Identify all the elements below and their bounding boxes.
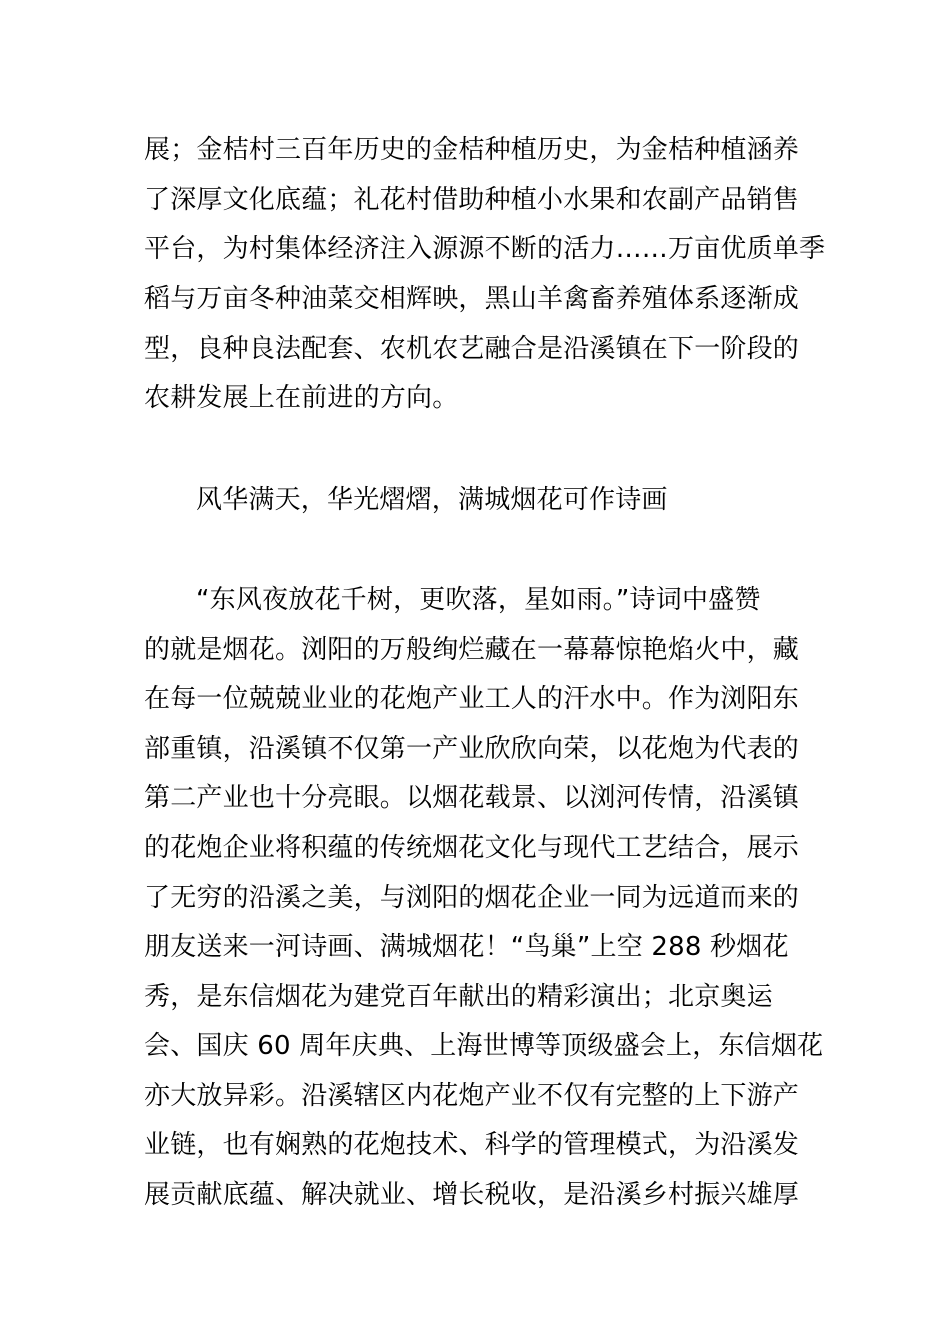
paragraph-line: 业链，也有娴熟的花炮技术、科学的管理模式，为沿溪发 [144,1130,800,1160]
paragraph-line: 朋友送来一河诗画、满城烟花！“鸟巢”上空 288 秒烟花 [144,932,789,962]
paragraph-line: 了无穷的沿溪之美，与浏阳的烟花企业一同为远道而来的 [144,883,800,913]
paragraph-line: 在每一位兢兢业业的花炮产业工人的汗水中。作为浏阳东 [144,684,800,714]
paragraph-line: 型，良种良法配套、农机农艺融合是沿溪镇在下一阶段的 [144,334,800,364]
paragraph-line: 农耕发展上在前进的方向。 [144,383,459,413]
paragraph-line: 稻与万亩冬种油菜交相辉映，黑山羊禽畜养殖体系逐渐成 [144,284,800,314]
paragraph-line: 展贡献底蕴、解决就业、增长税收，是沿溪乡村振兴雄厚 [144,1180,800,1210]
section-heading: 风华满天，华光熠熠，满城烟花可作诗画 [196,485,668,515]
paragraph-line: 了深厚文化底蕴；礼花村借助种植小水果和农副产品销售 [144,185,800,215]
paragraph-line: 部重镇，沿溪镇不仅第一产业欣欣向荣，以花炮为代表的 [144,734,800,764]
paragraph-line: 的就是烟花。浏阳的万般绚烂藏在一幕幕惊艳焰火中，藏 [144,635,800,665]
paragraph-line: 展；金桔村三百年历史的金桔种植历史，为金桔种植涵养 [144,135,800,165]
paragraph-line: 平台，为村集体经济注入源源不断的活力……万亩优质单季 [144,234,826,264]
paragraph-line: 亦大放异彩。沿溪辖区内花炮产业不仅有完整的上下游产 [144,1081,800,1111]
paragraph-line: 会、国庆 60 周年庆典、上海世博等顶级盛会上，东信烟花 [144,1031,824,1061]
paragraph-line: 第二产业也十分亮眼。以烟花载景、以浏河传情，沿溪镇 [144,783,800,813]
paragraph-line: 的花炮企业将积蕴的传统烟花文化与现代工艺结合，展示 [144,833,800,863]
paragraph-line: 秀，是东信烟花为建党百年献出的精彩演出；北京奥运 [144,982,773,1012]
paragraph-line: “东风夜放花千树，更吹落，星如雨。”诗词中盛赞 [196,585,761,615]
